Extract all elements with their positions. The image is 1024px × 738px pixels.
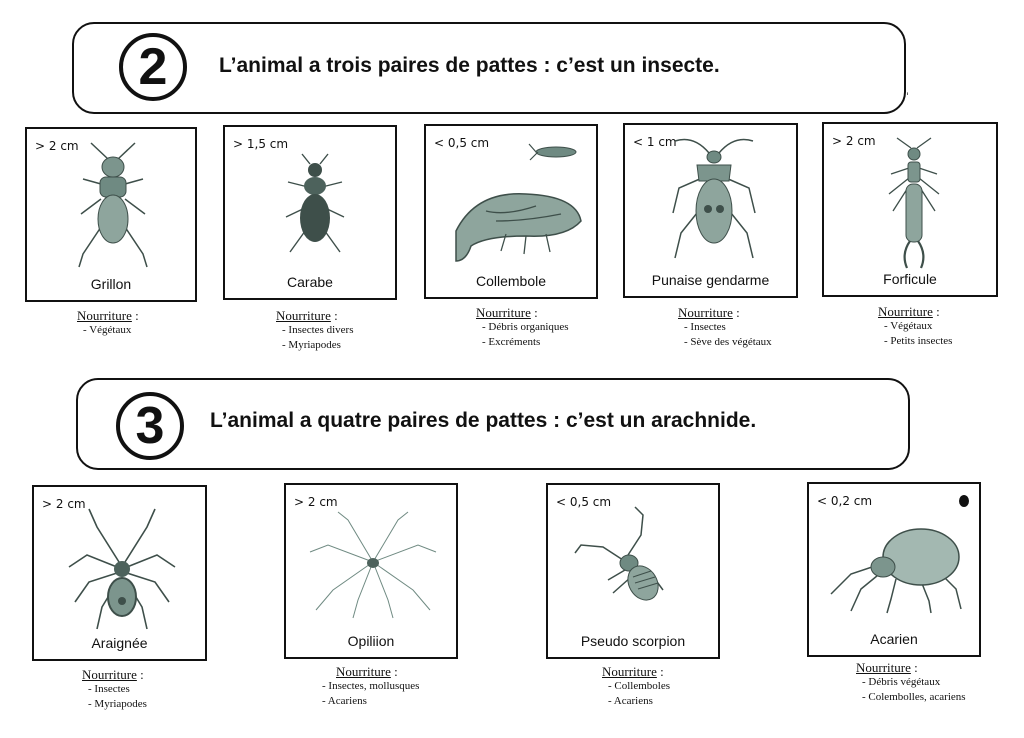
insect-section-banner [72, 22, 906, 114]
food-heading: Nourriture : [336, 664, 398, 679]
food-pseudo-scorpion [602, 664, 670, 709]
food-heading: Nourriture : [82, 667, 144, 682]
food-heading: Nourriture : [276, 308, 338, 323]
food-item: - Sève des végétaux [684, 336, 772, 348]
size-label: > 2 cm [35, 139, 79, 153]
cricket-illustration [73, 139, 153, 269]
food-item: - Insectes [88, 683, 130, 695]
food-forficule [878, 304, 952, 349]
animal-name: Forficule [883, 271, 937, 287]
food-item: - Colembolles, acariens [862, 691, 966, 703]
food-heading: Nourriture : [476, 305, 538, 320]
size-label: < 0,5 cm [434, 136, 490, 150]
ground-beetle-illustration [280, 152, 350, 262]
card-punaise-gendarme [623, 123, 798, 298]
card-grillon [25, 127, 197, 302]
food-item: - Acariens [608, 695, 653, 707]
animal-name: Collembole [475, 273, 547, 289]
size-label: < 0,5 cm [556, 495, 612, 509]
size-label: > 1,5 cm [233, 137, 289, 151]
card-carabe [223, 125, 397, 300]
card-araignee [32, 485, 207, 661]
animal-name: Grillon [90, 276, 132, 292]
animal-name: Araignée [91, 635, 148, 651]
size-label: > 2 cm [294, 495, 338, 509]
food-item: - Myriapodes [282, 339, 341, 351]
food-opiliion [316, 664, 419, 709]
food-item: - Végétaux [884, 320, 933, 332]
food-item: - Insectes divers [282, 324, 354, 336]
card-forficule [822, 122, 998, 297]
food-item: - Acariens [322, 695, 367, 707]
size-label: > 2 cm [832, 134, 876, 148]
section-number-2: 2 [119, 33, 187, 101]
animal-name: Punaise gendarme [651, 272, 770, 288]
animal-name: Pseudo scorpion [580, 633, 686, 649]
spider-illustration [67, 507, 177, 632]
food-item: - Petits insectes [884, 335, 953, 347]
food-item: - Végétaux [83, 324, 132, 336]
food-carabe [276, 308, 353, 353]
card-opiliion [284, 483, 458, 659]
food-heading: Nourriture : [856, 660, 918, 675]
mite-small-icon [957, 492, 971, 508]
food-punaise-gendarme [678, 305, 772, 350]
food-grillon [77, 308, 139, 338]
food-collembole [476, 305, 569, 350]
food-heading: Nourriture : [878, 304, 940, 319]
card-pseudo-scorpion [546, 483, 720, 659]
stray-mark-decoration: ˈ [906, 92, 909, 103]
food-item: - Excréments [482, 336, 541, 348]
food-item: - Débris végétaux [862, 676, 941, 688]
pseudoscorpion-illustration [573, 505, 683, 615]
earwig-illustration [879, 136, 949, 271]
food-item: - Insectes, mollusques [322, 680, 420, 692]
food-item: - Myriapodes [88, 698, 147, 710]
section-number-3: 3 [116, 392, 184, 460]
animal-name: Acarien [870, 631, 918, 647]
firebug-illustration [669, 133, 759, 263]
arachnid-section-banner [76, 378, 910, 470]
size-label: > 2 cm [42, 497, 86, 511]
springtail-illustration [446, 176, 586, 266]
mite-illustration [821, 519, 971, 614]
card-acarien [807, 482, 981, 657]
food-acarien [856, 660, 966, 705]
arachnid-section-title: L’animal a quatre paires de pattes : c’est un arachnide. [210, 409, 757, 432]
food-heading: Nourriture : [678, 305, 740, 320]
food-item: - Collemboles [608, 680, 671, 692]
size-label: < 1 cm [633, 135, 677, 149]
food-item: - Débris organiques [482, 321, 569, 333]
harvestman-illustration [308, 510, 438, 620]
size-label: < 0,2 cm [817, 494, 873, 508]
food-heading: Nourriture : [77, 308, 139, 323]
animal-name: Opiliion [347, 633, 395, 649]
animal-name: Carabe [287, 274, 333, 290]
springtail-small-illustration [528, 140, 582, 164]
insect-section-title: L’animal a trois paires de pattes : c’est un insecte. [219, 54, 720, 77]
food-araignee [82, 667, 147, 712]
food-item: - Insectes [684, 321, 726, 333]
card-collembole [424, 124, 598, 299]
food-heading: Nourriture : [602, 664, 664, 679]
